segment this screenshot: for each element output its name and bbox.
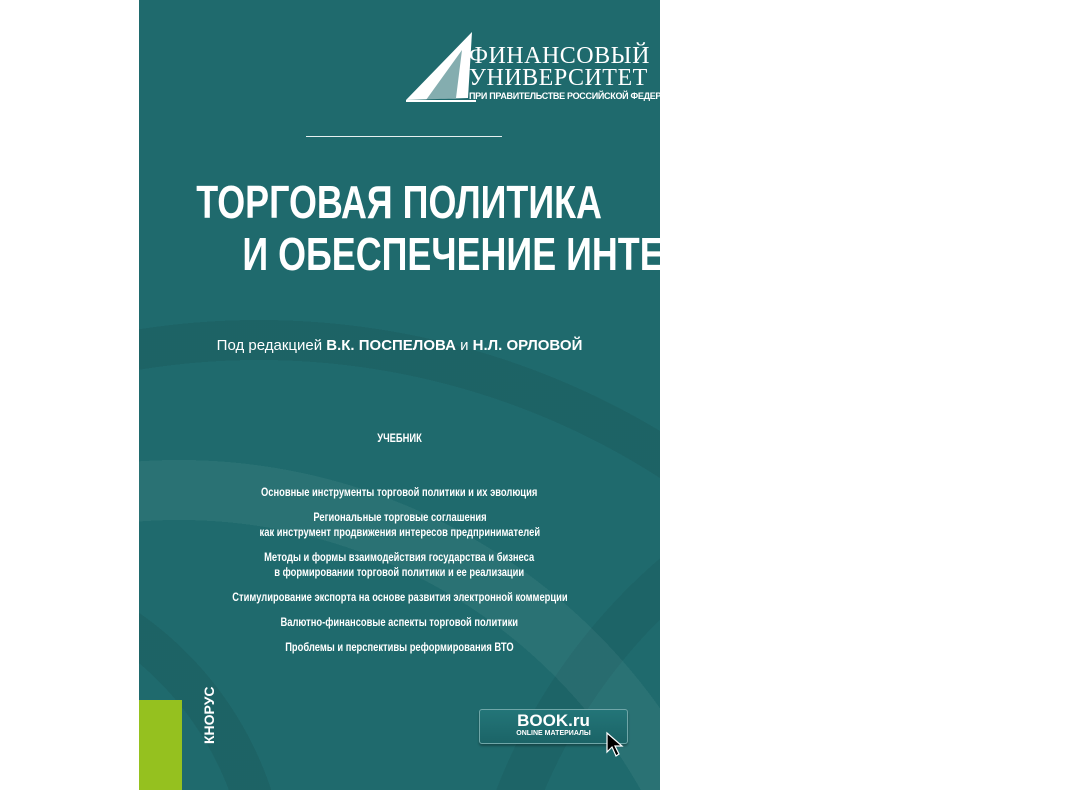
topic-item: [139, 550, 660, 580]
topic-item: [139, 640, 660, 655]
topic-line: Основные инструменты торговой политики и их эволюция: [261, 485, 538, 499]
topic-line: Методы и формы взаимодействия государства и бизнеса: [264, 550, 535, 564]
book-type: [139, 431, 660, 445]
book-ru-sublabel: ONLINE МАТЕРИАЛЫ: [516, 730, 591, 737]
topic-line: Проблемы и перспективы реформирования ВТО: [285, 640, 514, 654]
topic-line: как инструмент продвижения интересов предпринимателей: [259, 525, 540, 539]
topic-line: Валютно-финансовые аспекты торговой политики: [280, 615, 519, 629]
topic-item: [139, 510, 660, 540]
book-title: [139, 176, 976, 280]
topics-list: [139, 485, 660, 655]
publisher-name: КНОРУС: [201, 686, 217, 744]
editor-1: В.К. ПОСПЕЛОВА: [326, 337, 456, 354]
logo-line2: УНИВЕРСИТЕТ: [469, 65, 648, 91]
book-type-label: УЧЕБНИК: [377, 431, 422, 445]
topic-item: [139, 485, 660, 500]
green-accent-bar: [139, 700, 182, 790]
editors-prefix: Под редакцией: [216, 337, 323, 354]
book-ru-label: BOOK.ru: [517, 711, 590, 730]
topic-item: [139, 615, 660, 630]
topic-item: [139, 590, 660, 605]
title-line2: И ОБЕСПЕЧЕНИЕ ИНТЕРЕСОВ БИЗНЕСА: [242, 228, 976, 280]
book-cover: [139, 0, 976, 790]
university-logo: [469, 45, 685, 102]
editors: [139, 337, 660, 354]
topic-line: Стимулирование экспорта на основе развития электронной коммерции: [231, 590, 568, 604]
logo-line1: ФИНАНСОВЫЙ: [469, 43, 650, 69]
editors-conj: и: [460, 337, 469, 354]
topic-line: Региональные торговые соглашения: [312, 510, 487, 524]
editor-2: Н.Л. ОРЛОВОЙ: [472, 337, 583, 354]
title-line1: ТОРГОВАЯ ПОЛИТИКА: [196, 176, 603, 228]
topic-line: в формировании торговой политики и ее реализации: [274, 565, 525, 579]
logo-subtitle: ПРИ ПРАВИТЕЛЬСТВЕ РОССИЙСКОЙ ФЕДЕРАЦИИ: [469, 91, 686, 101]
cursor-arrow-icon: [606, 732, 624, 758]
divider: [306, 136, 502, 137]
